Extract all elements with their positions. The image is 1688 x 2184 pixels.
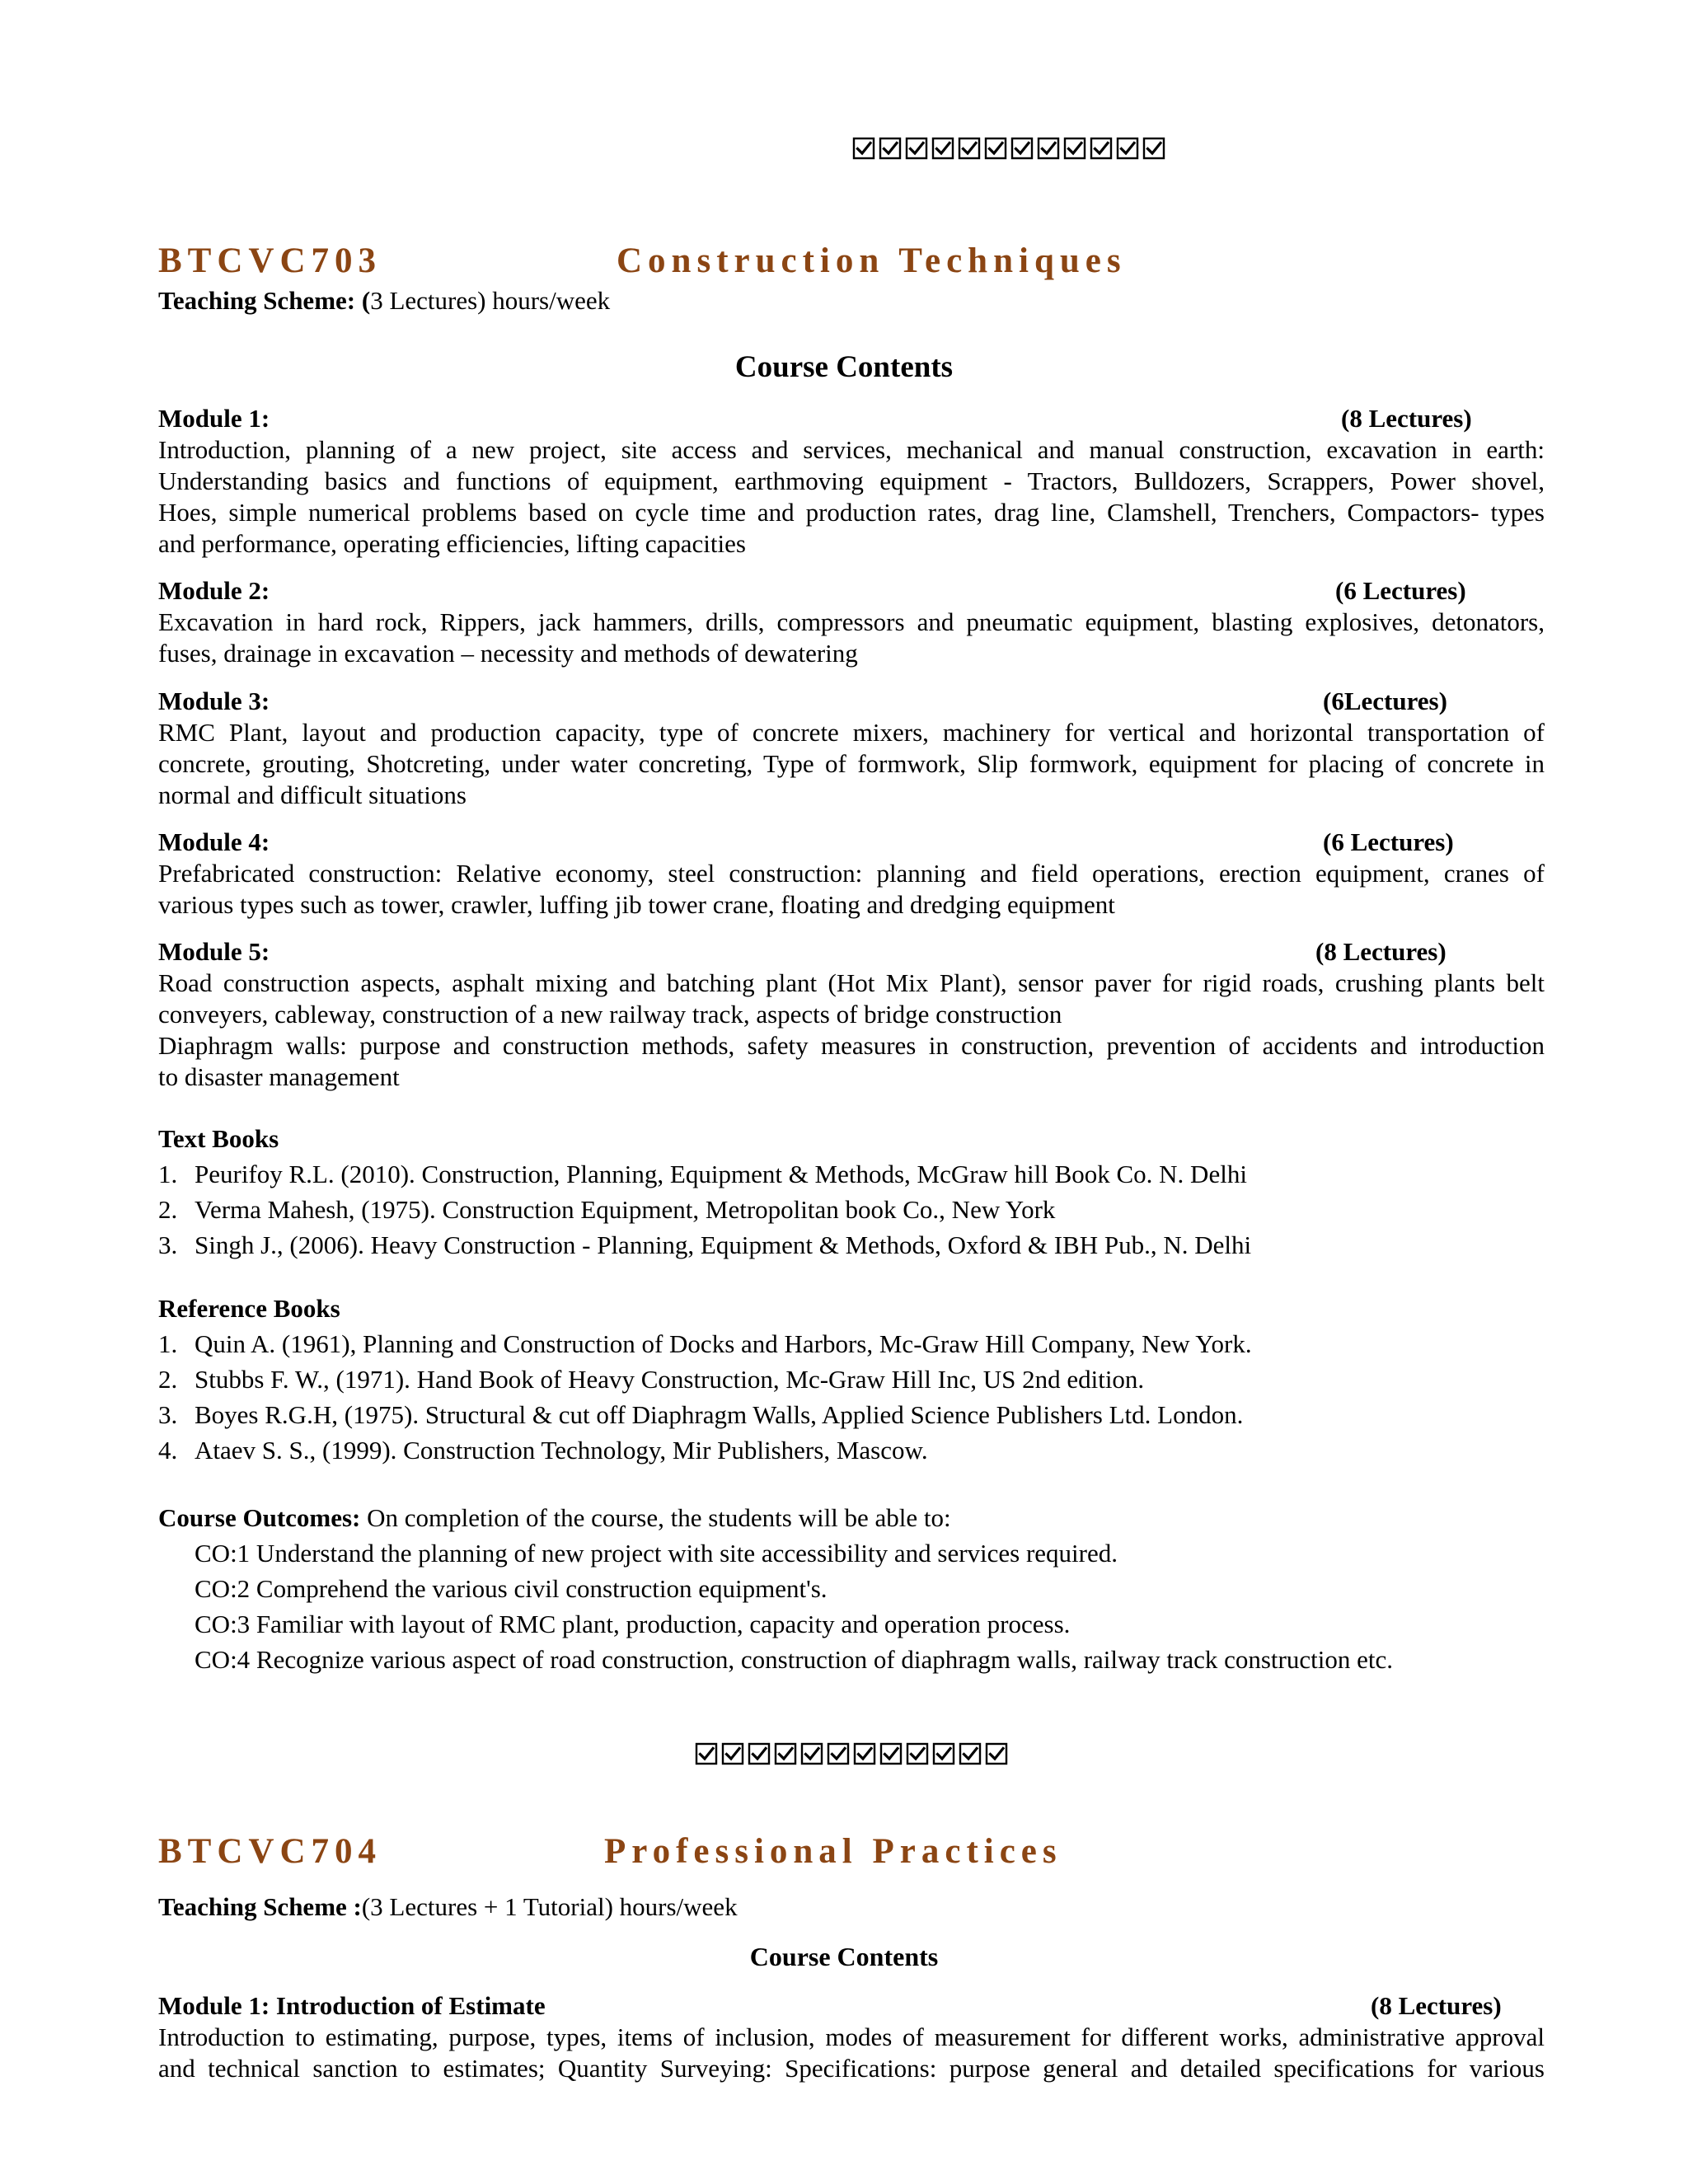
- reference-book-item: [158, 1400, 1243, 1430]
- module-1-label: Module 1:: [158, 404, 270, 433]
- list-text: Boyes R.G.H, (1975). Structural & cut off Diaphragm Walls, Applied Science Publishers Ltd. London.: [195, 1400, 1244, 1429]
- module-1-line: and performance, operating efficiencies, lifting capacities: [158, 529, 746, 558]
- module-2-description: [158, 607, 1545, 669]
- course-outcome-item: CO:2 Comprehend the various civil construction equipment's.: [195, 1574, 828, 1603]
- module-1-line: Understanding basics and functions of equipment, earthmoving equipment - Tractors, Bulldozers, Scrappers, Power shovel,: [158, 466, 1545, 495]
- checked-box-icon: [906, 1742, 929, 1765]
- teaching-scheme: [158, 286, 610, 316]
- module-5-line: conveyers, cableway, construction of a new railway track, aspects of bridge construction: [158, 1000, 1062, 1029]
- separator-top: [852, 137, 1165, 160]
- text-books-heading: Text Books: [158, 1124, 279, 1153]
- course-outcome-item: CO:3 Familiar with layout of RMC plant, production, capacity and operation process.: [195, 1610, 1071, 1638]
- module-1-line: and technical sanction to estimates; Quantity Surveying: Specifications: purpose general and detailed specifications for various: [158, 2054, 1545, 2083]
- module-3-lectures: (6Lectures): [1323, 687, 1447, 715]
- course-outcome-item: CO:1 Understand the planning of new project with site accessibility and services required.: [195, 1539, 1118, 1568]
- module-3-line: concrete, grouting, Shotcreting, under water concreting, Type of formwork, Slip formwork, equipment for placing of concrete in: [158, 749, 1545, 778]
- module-1-line: Introduction to estimating, purpose, types, items of inclusion, modes of measurement for different works, administrative approval: [158, 2022, 1545, 2051]
- module-5-line: to disaster management: [158, 1062, 400, 1091]
- text-book-item: [158, 1160, 1247, 1189]
- module-3-label: Module 3:: [158, 687, 270, 715]
- module-1-description: [158, 434, 1545, 560]
- course-contents-heading: Course Contents: [749, 1942, 939, 1971]
- list-number: 2.: [158, 1195, 178, 1224]
- separator-middle: [695, 1742, 1008, 1765]
- checked-box-icon: [800, 1742, 823, 1765]
- course-code: BTCVC704: [158, 1832, 382, 1871]
- checked-box-icon: [827, 1742, 850, 1765]
- course-title: Construction Techniques: [617, 241, 1127, 280]
- course-outcome-item: CO:4 Recognize various aspect of road construction, construction of diaphragm walls, railway track construction etc.: [195, 1645, 1393, 1674]
- module-5-line: Diaphragm walls: purpose and construction methods, safety measures in construction, prevention of accidents and introduction: [158, 1031, 1545, 1060]
- course-outcomes-intro: [158, 1503, 951, 1533]
- course-code: BTCVC703: [158, 241, 382, 280]
- module-3-line: normal and difficult situations: [158, 780, 467, 809]
- module-2-line: Excavation in hard rock, Rippers, jack hammers, drills, compressors and pneumatic equipment, blasting explosives, detonators,: [158, 607, 1545, 636]
- checked-box-icon: [1090, 137, 1113, 160]
- list-text: Verma Mahesh, (1975). Construction Equipment, Metropolitan book Co., New York: [195, 1195, 1056, 1224]
- module-2-lectures: (6 Lectures): [1335, 576, 1466, 605]
- reference-book-item: [158, 1329, 1252, 1359]
- checked-box-icon: [1116, 137, 1139, 160]
- course-outcomes-label: Course Outcomes:: [158, 1503, 361, 1532]
- list-number: 3.: [158, 1230, 178, 1259]
- reference-book-item: [158, 1436, 928, 1465]
- checked-box-icon: [853, 1742, 876, 1765]
- checked-box-icon: [1037, 137, 1060, 160]
- text-book-item: [158, 1230, 1251, 1260]
- text-book-item: [158, 1195, 1055, 1225]
- module-1-line: Hoes, simple numerical problems based on cycle time and production rates, drag line, Clamshell, Trenchers, Compactors- types: [158, 498, 1545, 527]
- checked-box-icon: [932, 1742, 955, 1765]
- list-text: Ataev S. S., (1999). Construction Technology, Mir Publishers, Mascow.: [195, 1436, 928, 1465]
- checked-box-icon: [985, 1742, 1008, 1765]
- list-number: 3.: [158, 1400, 178, 1429]
- teaching-scheme: [158, 1892, 738, 1922]
- course-title: Professional Practices: [604, 1832, 1062, 1871]
- checked-box-icon: [931, 137, 954, 160]
- list-text: Stubbs F. W., (1971). Hand Book of Heavy Construction, Mc-Graw Hill Inc, US 2nd edition.: [195, 1365, 1145, 1394]
- module-3-line: RMC Plant, layout and production capacity, type of concrete mixers, machinery for vertical and horizontal transportation of: [158, 718, 1545, 747]
- module-1-line: Introduction, planning of a new project, site access and services, mechanical and manual construction, excavation in earth:: [158, 435, 1545, 464]
- list-text: Peurifoy R.L. (2010). Construction, Planning, Equipment & Methods, McGraw hill Book Co. N. Delhi: [195, 1160, 1247, 1188]
- checked-box-icon: [1010, 137, 1034, 160]
- checked-box-icon: [959, 1742, 982, 1765]
- list-number: 1.: [158, 1160, 178, 1188]
- teaching-scheme-label: Teaching Scheme :: [158, 1892, 362, 1921]
- module-4-lectures: (6 Lectures): [1323, 827, 1454, 856]
- list-number: 4.: [158, 1436, 178, 1465]
- checked-box-icon: [1142, 137, 1165, 160]
- checked-box-icon: [748, 1742, 771, 1765]
- checked-box-icon: [721, 1742, 744, 1765]
- checked-box-icon: [774, 1742, 797, 1765]
- module-1-lectures: (8 Lectures): [1341, 404, 1472, 433]
- checked-box-icon: [1063, 137, 1086, 160]
- list-text: Singh J., (2006). Heavy Construction - Planning, Equipment & Methods, Oxford & IBH Pub., N. Delhi: [195, 1230, 1252, 1259]
- module-4-line: Prefabricated construction: Relative economy, steel construction: planning and field operations, erection equipment, cranes of: [158, 859, 1545, 888]
- list-number: 2.: [158, 1365, 178, 1394]
- teaching-scheme-label: Teaching Scheme: (: [158, 286, 371, 315]
- module-4-description: [158, 858, 1545, 921]
- reference-book-item: [158, 1365, 1144, 1394]
- module-4-label: Module 4:: [158, 827, 270, 856]
- course-outcomes-text: On completion of the course, the students will be able to:: [360, 1503, 951, 1532]
- module-4-line: various types such as tower, crawler, luffing jib tower crane, floating and dredging equipment: [158, 890, 1115, 919]
- module-5-lectures: (8 Lectures): [1315, 937, 1447, 966]
- teaching-scheme-value: 3 Lectures) hours/week: [370, 286, 611, 315]
- list-number: 1.: [158, 1329, 178, 1358]
- checked-box-icon: [695, 1742, 718, 1765]
- teaching-scheme-value: (3 Lectures + 1 Tutorial) hours/week: [361, 1892, 738, 1921]
- module-5-label: Module 5:: [158, 937, 270, 966]
- course-contents-heading: Course Contents: [734, 350, 954, 384]
- module-1-label: Module 1: Introduction of Estimate: [158, 1991, 546, 2020]
- module-1-lectures: (8 Lectures): [1371, 1991, 1502, 2020]
- module-5-description: [158, 968, 1545, 1093]
- module-1-description: [158, 2022, 1545, 2084]
- module-5-line: Road construction aspects, asphalt mixing and batching plant (Hot Mix Plant), sensor paver for rigid roads, crushing plants belt: [158, 968, 1545, 997]
- reference-books-heading: Reference Books: [158, 1294, 340, 1323]
- checked-box-icon: [852, 137, 875, 160]
- checked-box-icon: [879, 137, 902, 160]
- checked-box-icon: [958, 137, 981, 160]
- checked-box-icon: [984, 137, 1007, 160]
- module-2-label: Module 2:: [158, 576, 270, 605]
- checked-box-icon: [905, 137, 928, 160]
- module-3-description: [158, 717, 1545, 811]
- list-text: Quin A. (1961), Planning and Construction of Docks and Harbors, Mc-Graw Hill Company, New York.: [195, 1329, 1252, 1358]
- checked-box-icon: [879, 1742, 903, 1765]
- module-2-line: fuses, drainage in excavation – necessity and methods of dewatering: [158, 639, 858, 668]
